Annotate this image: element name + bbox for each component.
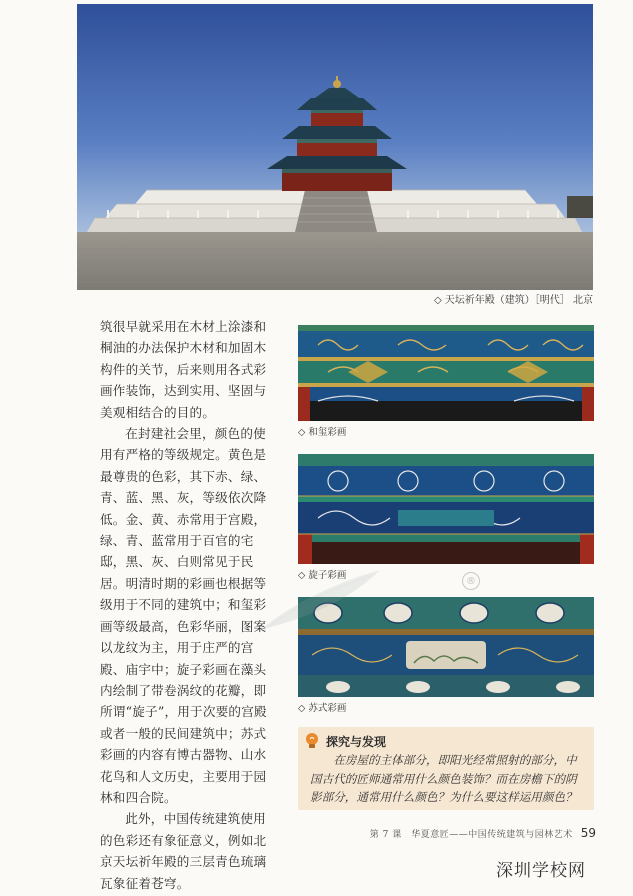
inquiry-title: 探究与发现	[326, 734, 387, 749]
inquiry-header	[304, 732, 386, 750]
hexi-painting-photo	[298, 325, 594, 421]
suzhou-caption: ◇ 苏式彩画	[298, 703, 347, 714]
xuanzi-painting-photo	[298, 454, 594, 564]
inquiry-box	[298, 727, 594, 810]
body-paragraph-3: 此外，中国传统建筑使用的色彩还有象征意义，例如北京天坛祈年殿的三层青色琉璃瓦象征着苍穹。	[100, 811, 267, 891]
temple-of-heaven-photo	[77, 4, 593, 290]
feather-watermark-icon	[250, 560, 390, 640]
registered-mark-icon: ®	[462, 572, 480, 590]
body-paragraph-2: 在封建社会里，颜色的使用有严格的等级规定。黄色是最尊贵的色彩，其下赤、绿、青、蓝、黑、灰，等级依次降低。金、黄、赤常用于宫殿，绿、青、蓝常用于百官的宅邸，黑、灰、白则常见于民居。明清时期的彩画也根据等级用于不同的建筑中；和玺彩画等级最高，色彩华丽，图案以龙纹为主，用于庄严的宫殿、庙宇中；旋子彩画在藻头内绘制了带卷涡纹的花瓣，即所谓“旋子”，用于次要的宫殿或者一般的民间建筑中；苏式彩画的内容有博古器物、山水花鸟和人文历史，主要用于园林和四合院。	[100, 426, 267, 805]
page-number: 59	[580, 826, 596, 840]
hero-caption: ◇ 天坛祈年殿（建筑）［明代］ 北京	[433, 295, 593, 306]
page-footer	[368, 826, 596, 840]
footer-lesson-title: 第 7 课 华夏意匠——中国传统建筑与园林艺术	[369, 830, 573, 840]
body-paragraph-1: 筑很早就采用在木材上涂漆和桐油的办法保护木材和加固木构件的关节，后来则用各式彩画作装饰，达到实用、坚固与美观相结合的目的。	[100, 319, 267, 420]
lightbulb-icon	[304, 732, 320, 750]
temple-photo-illustration	[77, 4, 593, 290]
hexi-painting-illustration	[298, 325, 594, 421]
xuanzi-caption: ◇ 旋子彩画	[298, 570, 347, 581]
xuanzi-painting-illustration	[298, 454, 594, 564]
inquiry-question: 在房屋的主体部分，即阳光经常照射的部分，中国古代的匠师通常用什么颜色装饰？而在房檐下的阴影部分，通常用什么颜色？为什么要这样运用颜色？	[310, 753, 577, 804]
body-text-column	[100, 316, 272, 894]
hexi-caption: ◇ 和玺彩画	[298, 427, 347, 438]
site-watermark: 深圳学校网	[496, 861, 586, 881]
